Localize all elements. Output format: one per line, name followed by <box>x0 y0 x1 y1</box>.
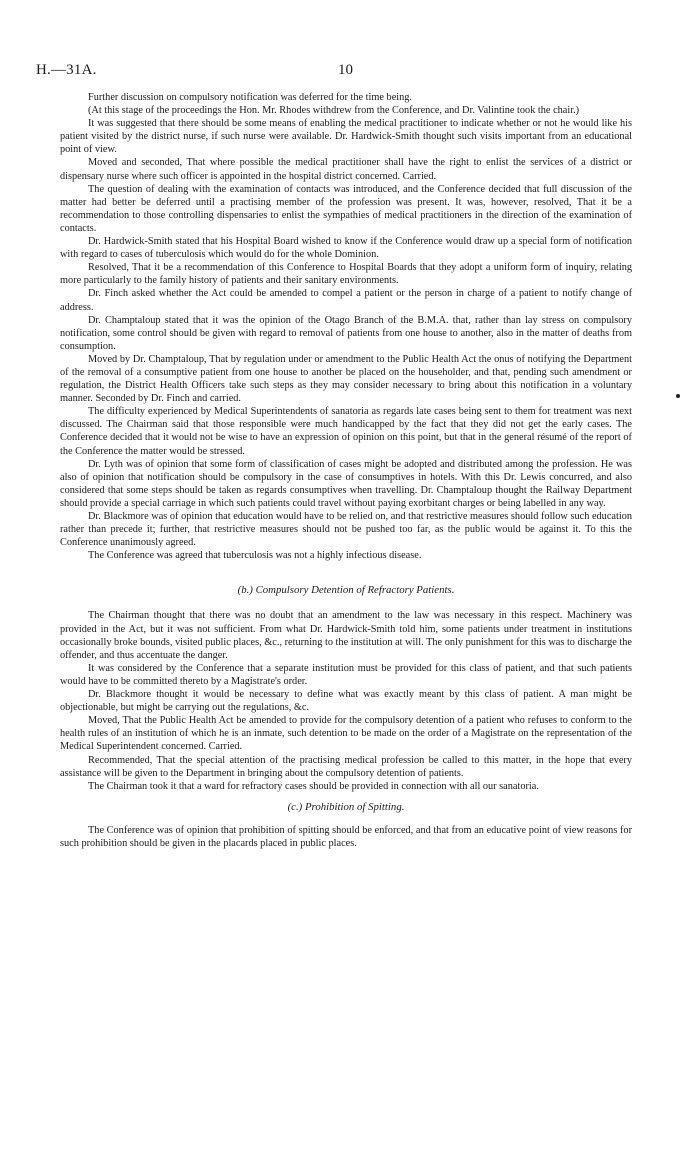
paragraph: Dr. Hardwick-Smith stated that his Hospital Board wished to know if the Conference would draw up a special form of notification with regard to cases of tuberculosis which would do for the whole Dominion. <box>60 236 632 261</box>
paragraph: Resolved, That it be a recommendation of this Conference to Hospital Boards that they adopt a uniform form of inquiry, relating more particularly to the family history of patients and their sanitary environments. <box>60 262 632 287</box>
paragraph: Dr. Blackmore thought it would be necessary to define what was exactly meant by this class of patient. A man might be objectionable, but might be carrying out the regulations, &c. <box>60 689 632 714</box>
paragraph: Dr. Champtaloup stated that it was the opinion of the Otago Branch of the B.M.A. that, rather than lay stress on compulsory notification, some control should be given with regard to removal of patients from one house to another, also in the matter of deaths from consumption. <box>60 314 632 352</box>
paragraph: (At this stage of the proceedings the Hon. Mr. Rhodes withdrew from the Conference, and Dr. Valintine took the chair.) <box>88 105 580 117</box>
margin-mark <box>676 394 680 398</box>
document-reference: H.—31A. <box>36 62 97 78</box>
paragraph: Moved by Dr. Champtaloup, That by regulation under or amendment to the Public Health Act the onus of notifying the Department of the removal of a consumptive patient from one house to another be placed on the householder, and that, pending such amendment or regulation, the District Health Officers take such steps as they may consider necessary to bring about this notification in a voluntary manner. Seconded by Dr. Finch and carried. <box>60 353 632 405</box>
paragraph: Recommended, That the special attention of the practising medical profession be called to this matter, in the hope that every assistance will be given to the Department in bringing about the compulsory detention of patients. <box>60 754 632 779</box>
paragraph: It was considered by the Conference that a separate institution must be provided for this class of patient, and that such patients would have to be committed thereto by a Magistrate's order. <box>60 662 632 687</box>
paragraph: The Conference was agreed that tuberculosis was not a highly infectious disease. <box>88 550 422 562</box>
paragraph: The Chairman thought that there was no doubt that an amendment to the law was necessary in this respect. Machinery was provided in the Act, but it was not sufficient. From what Dr. Hardwick-Smith told him, some patients under treatment in institutions occasionally broke bounds, visited public places, &c., returning to the institution at will. The only punishment for this was to discharge the offender, and thus accentuate the danger. <box>60 610 632 661</box>
paragraph: Dr. Blackmore was of opinion that education would have to be relied on, and that restrictive measures should follow such education rather than precede it; further, that restrictive measures should not be pushed too far, as the public would be against it. To this the Conference unanimously agreed. <box>60 511 632 549</box>
paragraph: Moved and seconded, That where possible the medical practitioner shall have the right to enlist the services of a district or dispensary nurse where such officer is appointed in the hospital district concerned. Carried. <box>60 157 632 182</box>
paragraph: Moved, That the Public Health Act be amended to provide for the compulsory detention of a patient who refuses to conform to the health rules of an institution of which he is an inmate, such detention to be made on the order of a Magistrate on the representation of the Medical Superintendent concerned. Carried. <box>60 715 632 753</box>
section-heading-detention: (b.) Compulsory Detention of Refractory Patients. <box>237 584 455 597</box>
paragraph: Dr. Finch asked whether the Act could be amended to compel a patient or the person in charge of a patient to notify change of address. <box>60 288 632 313</box>
paragraph: The Conference was of opinion that prohibition of spitting should be enforced, and that from an educative point of view reasons for such prohibition should be given in the placards placed in public places. <box>60 824 632 849</box>
paragraph: The question of dealing with the examination of contacts was introduced, and the Conference decided that full discussion of the matter had better be deferred until a practising member of the profession was present. It was, however, resolved, That it be a recommendation to those controlling dispensaries to enlist the sympathies of medical practitioners in the direction of the examination of contacts. <box>60 183 632 234</box>
section-heading-spitting: (c.) Prohibition of Spitting. <box>287 800 405 813</box>
paragraph: The difficulty experienced by Medical Superintendents of sanatoria as regards late cases being sent to them for treatment was next discussed. The Chairman said that those responsible were much handicapped by the fact that they did not get the early cases. The Conference decided that it would not be wise to have an expression of opinion on this point, but that in the general résumé of the report of the Conference the matter would be stressed. <box>60 406 632 457</box>
paragraph: The Chairman took it that a ward for refractory cases should be provided in connection with all our sanatoria. <box>88 780 539 792</box>
document-body <box>60 91 632 850</box>
paragraph: It was suggested that there should be some means of enabling the medical practitioner to indicate whether or not he would like his patient visited by the district nurse, if such nurse were available. Dr. Hardwick-Smith thought such visits important from an educational point of view. <box>60 118 632 156</box>
page-header <box>36 62 664 82</box>
paragraph: Further discussion on compulsory notification was deferred for the time being. <box>88 92 412 103</box>
paragraph: Dr. Lyth was of opinion that some form of classification of cases might be adopted and distributed among the profession. He was also of opinion that notification should be compulsory in the case of consumptives in hotels. With this Dr. Lewis concurred, and also considered that some steps should be taken as regards consumptives when travelling. Dr. Champtaloup thought the Railway Department should provide a special carriage in which such patients could travel without paying exorbitant charges or being labelled in any way. <box>60 458 632 509</box>
page-number: 10 <box>338 62 353 78</box>
